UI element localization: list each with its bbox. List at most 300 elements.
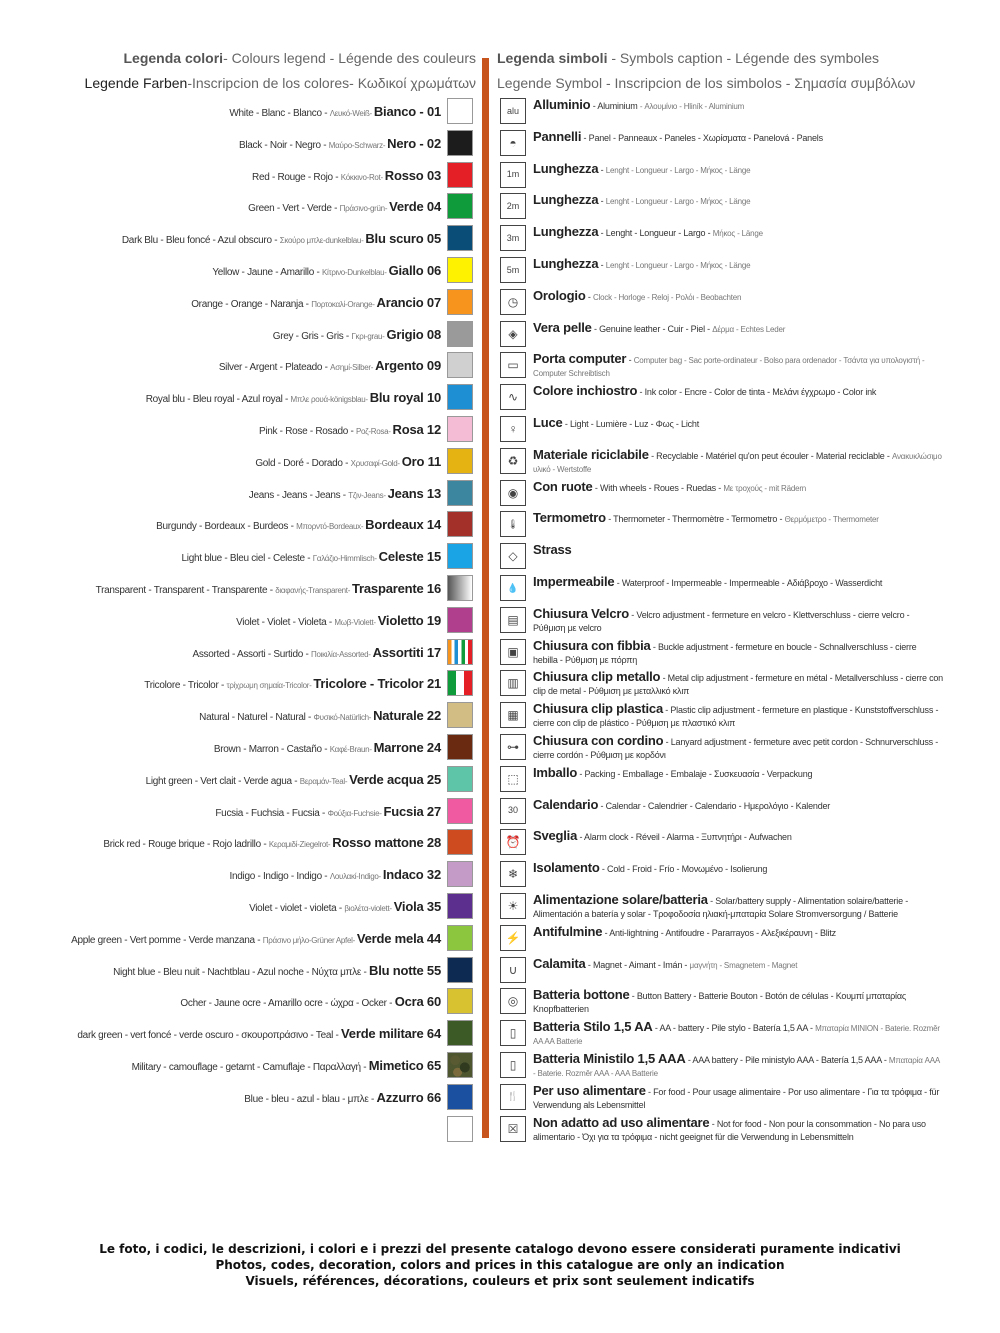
symbol-translations: - Thermometer - Thermomètre - Termometro - — [605, 514, 785, 525]
symbol-title: Luce — [533, 415, 563, 430]
clock-icon: ◷ — [500, 289, 526, 315]
colour-row — [20, 925, 475, 957]
colour-translations: Gold - Doré - Dorado - — [255, 457, 351, 469]
symbol-caption — [533, 861, 943, 876]
colour-label — [103, 829, 441, 857]
symbol-row — [500, 829, 980, 861]
colour-swatch — [447, 511, 473, 537]
symbol-translations: - Alarm clock - Réveil - Alarma - Ξυπνητήρι - Aufwachen — [577, 832, 792, 843]
colour-row — [20, 1052, 475, 1084]
symbol-title: Calendario — [533, 796, 599, 812]
symbol-title: Chiusura clip metallo — [533, 669, 661, 685]
colour-label — [132, 1052, 441, 1080]
colour-translations: Red - Rouge - Rojo - — [252, 171, 341, 183]
recycle-icon: ♻ — [500, 448, 526, 474]
symbol-title: Chiusura con fibbia — [533, 637, 651, 653]
colour-translations-small: διαφανής-Transparent- — [275, 586, 353, 595]
colour-label — [239, 130, 441, 158]
colour-row — [20, 384, 475, 416]
aaa-battery-icon: ▯ — [500, 1052, 526, 1078]
symbol-title: Colore inchiostro — [533, 383, 638, 399]
colour-row — [20, 352, 475, 384]
plastic-clip-icon: ▦ — [500, 702, 526, 728]
symbol-caption — [533, 384, 943, 399]
colour-row — [20, 607, 475, 639]
colour-translations-small: Φυσικό-Natürlich- — [313, 713, 374, 723]
symbol-title: Calamita — [533, 955, 586, 971]
colour-translations: Yellow - Jaune - Amarillo - — [212, 267, 322, 278]
symbol-translations: - Packing - Emballage - Embalaje - Συσκευασία - Verpackung — [577, 768, 813, 779]
colour-translations: White - Blanc - Blanco - — [229, 108, 330, 119]
colour-translations: Light green - Vert clait - Verde agua - — [145, 775, 300, 787]
symbol-title: Antifulmine — [533, 923, 603, 939]
symbol-row — [500, 162, 980, 194]
colour-translations: Natural - Naturel - Natural - — [199, 712, 314, 724]
colour-label — [199, 702, 441, 730]
colour-row — [20, 130, 475, 162]
colour-translations-small: Κίτρινο-Dunkelblau- — [321, 268, 389, 277]
symbol-title: Isolamento — [533, 860, 600, 876]
colour-label — [77, 1020, 441, 1048]
symbol-translations-small: Lenght - Longueur - Largo - Μήκος - Länge — [605, 165, 751, 175]
colour-name-code: Blu notte 55 — [369, 962, 441, 978]
symbols-legend-title-strong: Legenda simboli — [497, 50, 608, 66]
colour-label — [122, 225, 441, 253]
colour-row — [20, 448, 475, 480]
colour-swatch — [447, 193, 473, 219]
colour-swatch — [447, 893, 473, 919]
symbol-row — [500, 861, 980, 893]
symbol-title: Impermeabile — [533, 574, 615, 589]
symbol-translations: - Cold - Froid - Frío - Μονωμένο - Isolierung — [599, 864, 768, 875]
symbol-row — [500, 607, 980, 639]
colour-label — [249, 893, 441, 921]
symbol-translations: - AAA battery - Pile ministylo AAA - Batería 1,5 AAA - — [685, 1055, 889, 1065]
colour-translations-small: Μπλε ρουά-königsblau- — [290, 395, 370, 405]
colour-label — [146, 384, 441, 412]
colour-name-code: Celeste 15 — [378, 549, 441, 565]
symbol-title: Imballo — [533, 764, 578, 780]
symbol-row — [500, 257, 980, 289]
symbol-row — [500, 130, 980, 162]
symbol-translations: - Aluminium — [590, 101, 640, 111]
symbol-title: Chiusura con cordino — [533, 733, 664, 748]
colour-row — [20, 193, 475, 225]
colour-translations: Night blue - Bleu nuit - Nachtblau - Azul noche - Νύχτα μπλε - — [113, 966, 369, 978]
symbol-translations-small: Θερμόμετρο - Thermometer — [784, 515, 879, 525]
colour-label — [180, 988, 441, 1016]
colour-translations-small: Ποικιλία-Assorted- — [310, 649, 373, 659]
symbol-caption — [533, 988, 943, 1016]
symbol-title: Pannelli — [533, 128, 582, 144]
symbol-row — [500, 639, 980, 671]
symbol-title: Batteria bottone — [533, 987, 630, 1003]
colour-row — [20, 1116, 475, 1148]
symbol-title: Batteria Stilo 1,5 AA — [533, 1019, 653, 1035]
colour-row — [20, 639, 475, 671]
symbol-row — [500, 1116, 980, 1148]
symbol-caption — [533, 670, 943, 698]
symbol-row — [500, 1052, 980, 1084]
disclaimer-line-fr: Visuels, références, décorations, couleurs et prix sont seulement indicatifs — [245, 1274, 755, 1288]
colour-swatch — [447, 543, 473, 569]
colour-swatch — [447, 734, 473, 760]
colour-swatch — [447, 925, 473, 951]
colour-label — [244, 1084, 441, 1112]
symbol-translations-small: Μήκος - Länge — [712, 229, 763, 239]
symbol-translations: - Velcro adjustment - fermeture en velcro - Klettverschluss - cierre velcro - Ρύθμιση με velcro — [533, 609, 910, 633]
strass-icon: ◇ — [500, 543, 526, 569]
colour-swatch — [447, 352, 473, 378]
packing-icon: ⬚ — [500, 766, 526, 792]
colour-translations: Brown - Marron - Castaño - — [213, 744, 330, 755]
magnet-icon: ∪ — [500, 957, 526, 983]
symbol-translations: - — [598, 260, 606, 270]
disclaimer-line-en: Photos, codes, decoration, colors and prices in this catalogue are only an indication — [215, 1258, 785, 1272]
symbol-caption — [533, 480, 943, 495]
colour-translations: Royal blu - Bleu royal - Azul royal - — [145, 394, 291, 406]
symbol-translations: - — [598, 164, 606, 175]
symbol-title: Non adatto ad uso alimentare — [533, 1114, 710, 1130]
colour-label — [252, 162, 441, 190]
symbol-translations-small: μαγνήτη - Smagnetem - Magnet — [689, 960, 798, 970]
colour-translations-small: Μαύρο-Schwarz- — [328, 140, 388, 150]
symbol-row — [500, 321, 980, 353]
colour-name-code: Naturale 22 — [373, 708, 441, 724]
colour-name-code: Verde acqua 25 — [349, 771, 441, 787]
buckle-icon: ▣ — [500, 639, 526, 665]
colour-name-code: Arancio 07 — [376, 294, 441, 310]
colour-name-code: Bianco - 01 — [373, 104, 441, 119]
symbol-title: Orologio — [533, 287, 586, 303]
symbol-row — [500, 893, 980, 925]
colour-translations: Violet - violet - violeta - — [249, 903, 345, 914]
symbol-caption — [533, 798, 943, 813]
colour-swatch — [447, 957, 473, 983]
symbol-caption — [533, 162, 943, 177]
length-5m-icon: 5m — [500, 257, 526, 283]
symbol-row — [500, 925, 980, 957]
colour-translations-small: Καφέ-Braun- — [329, 745, 374, 754]
colour-row — [20, 289, 475, 321]
colour-translations-small: Γαλάζιο-Himmlisch- — [312, 554, 379, 564]
symbol-title: Lunghezza — [533, 256, 599, 271]
colour-name-code: Blu royal 10 — [369, 390, 441, 406]
colour-row — [20, 416, 475, 448]
colour-label — [146, 766, 441, 794]
colour-label — [113, 957, 441, 985]
colour-row — [20, 511, 475, 543]
symbol-translations: - Buckle adjustment - fermeture en boucle - Schnallverschluss - cierre hebilla - Ρύθμιση με πόρπη — [533, 641, 917, 665]
colour-label — [144, 670, 441, 698]
colour-name-code: Verde mela 44 — [356, 930, 441, 946]
colour-label — [229, 98, 441, 126]
colour-label — [192, 639, 441, 667]
symbol-caption — [533, 957, 943, 972]
button-battery-icon: ◎ — [500, 988, 526, 1014]
colour-row — [20, 98, 475, 130]
colour-swatch — [447, 861, 473, 887]
colour-name-code: Blu scuro 05 — [365, 231, 441, 247]
colour-translations: Orange - Orange - Naranja - — [191, 298, 312, 310]
colour-translations-small: Χρυσαφί-Gold- — [350, 458, 402, 468]
colour-row — [20, 321, 475, 353]
colour-name-code: Rosso 03 — [384, 167, 441, 183]
colour-name-code: Nero - 02 — [387, 135, 441, 151]
colour-translations-small: βιολέτα-violett- — [344, 904, 394, 913]
aa-battery-icon: ▯ — [500, 1020, 526, 1046]
colour-label — [249, 480, 441, 508]
symbol-title: Con ruote — [533, 478, 593, 494]
colour-label — [215, 798, 441, 826]
length-2m-icon: 2m — [500, 193, 526, 219]
symbol-title: Alluminio — [533, 97, 591, 112]
colour-swatch — [447, 384, 473, 410]
genuine-leather-icon: ◈ — [500, 321, 526, 347]
colour-translations-small: Ροζ-Rosa- — [355, 427, 393, 436]
symbol-caption — [533, 225, 943, 240]
symbol-caption — [533, 257, 943, 272]
colour-name-code: Violetto 19 — [377, 612, 441, 628]
symbol-caption — [533, 1020, 943, 1048]
colour-swatch — [447, 702, 473, 728]
symbol-translations: - Solar/battery supply - Alimentation solaire/batterie - Alimentación a batería y solar - Τροφοδοσία ηλιακή-μπαταρία Solare Stromversorgung / Batterie — [533, 896, 909, 919]
colour-translations-small: Τζιν-Jeans- — [348, 490, 388, 500]
symbol-row — [500, 798, 980, 830]
colour-translations-small: Φούξια-Fuchsie- — [327, 808, 384, 818]
colour-row — [20, 988, 475, 1020]
colour-name-code: Verde militare 64 — [341, 1026, 441, 1042]
symbol-title: Lunghezza — [533, 160, 599, 176]
colour-translations-small: Κεραμιδί-Ziegelrot- — [268, 840, 333, 850]
symbol-caption — [533, 925, 943, 940]
colour-row — [20, 670, 475, 702]
colour-swatch — [447, 766, 473, 792]
colours-legend-subtitle-rest: -Inscripcion de los colores- Κωδικοί χρωμάτων — [187, 75, 476, 91]
column-divider — [482, 58, 489, 1138]
symbol-title: Porta computer — [533, 351, 627, 367]
colour-swatch — [447, 321, 473, 347]
thermometer-icon: 🌡 — [500, 511, 526, 537]
symbol-caption — [533, 98, 943, 113]
colour-label — [248, 193, 441, 221]
colour-row — [20, 957, 475, 989]
symbol-translations: - With wheels - Roues - Ruedas - — [592, 482, 724, 493]
colour-name-code: Jeans 13 — [387, 485, 441, 501]
colour-name-code: Oro 11 — [401, 453, 441, 469]
colour-swatch — [447, 1116, 473, 1142]
colour-row — [20, 734, 475, 766]
colour-label — [191, 289, 441, 317]
colour-label — [255, 448, 441, 476]
solar-battery-icon: ☀ — [500, 893, 526, 919]
symbol-title: Strass — [533, 542, 572, 558]
colour-row — [20, 1084, 475, 1116]
symbol-caption — [533, 734, 943, 762]
colour-translations-small: Κόκκινο-Rot- — [340, 172, 385, 182]
symbol-caption — [533, 1116, 943, 1144]
metal-clip-icon: ▥ — [500, 670, 526, 696]
colour-translations-small: Μπορντό-Bordeaux- — [296, 522, 366, 532]
colour-row — [20, 480, 475, 512]
symbol-row — [500, 225, 980, 257]
symbol-translations: - Magnet - Aimant - Imán - — [585, 959, 690, 970]
colour-label — [259, 416, 441, 444]
symbol-row — [500, 988, 980, 1020]
symbol-caption — [533, 448, 943, 476]
colour-swatch — [447, 130, 473, 156]
colour-swatch — [447, 480, 473, 506]
colour-translations: Transparent - Transparent - Transparente - — [95, 585, 276, 596]
alarm-clock-icon: ⏰ — [500, 829, 526, 855]
colour-translations-small: Πορτοκαλί-Orange- — [311, 299, 377, 309]
colour-translations-small: Πράσινο-grün- — [339, 204, 390, 214]
symbol-row — [500, 543, 980, 575]
colour-swatch — [447, 575, 473, 601]
symbol-row — [500, 480, 980, 512]
symbol-row — [500, 575, 980, 607]
symbol-translations: - Light - Lumière - Luz - Φως - Licht — [562, 419, 700, 429]
symbol-translations: - Metal clip adjustment - fermeture en métal - Metallverschluss - cierre con clip de metal - Ρύθμιση με μεταλλικό κλιπ — [533, 673, 943, 697]
colour-name-code: Grigio 08 — [386, 326, 441, 342]
symbol-row — [500, 766, 980, 798]
colour-name-code: Marrone 24 — [373, 740, 441, 755]
colours-legend-title-strong: Legenda colori — [123, 50, 224, 66]
symbol-caption — [533, 193, 943, 208]
colour-translations: Fucsia - Fuchsia - Fucsia - — [215, 807, 328, 819]
disclaimer-line-it: Le foto, i codici, le descrizioni, i colori e i prezzi del presente catalogo devono essere considerati puramente indicativi — [99, 1242, 901, 1256]
symbol-translations: - Ink color - Encre - Color de tinta - Μελάνι έγχρωμο - Color ink — [637, 387, 877, 398]
colour-swatch — [447, 798, 473, 824]
symbol-title: Batteria Ministilo 1,5 AAA — [533, 1051, 686, 1066]
colour-name-code: Mimetico 65 — [368, 1058, 441, 1073]
symbol-row — [500, 416, 980, 448]
symbol-row — [500, 193, 980, 225]
colour-swatch — [447, 257, 473, 283]
colour-swatch — [447, 670, 473, 696]
symbol-caption — [533, 1084, 943, 1112]
symbol-title: Per uso alimentare — [533, 1082, 646, 1098]
colour-translations: Tricolore - Tricolor - — [144, 680, 227, 692]
colour-name-code: Verde 04 — [389, 199, 441, 215]
symbol-translations: - Anti-lightning - Antifoudre - Pararrayos - Αλεξικέραυνη - Blitz — [602, 927, 836, 938]
colour-row — [20, 893, 475, 925]
symbol-caption — [533, 829, 943, 844]
symbol-translations-small: Μπαταρία AAA - Baterie. Rozměr AAA - AAA Batterie — [533, 1056, 940, 1078]
symbol-row — [500, 98, 980, 130]
colour-name-code: Rosso mattone 28 — [332, 835, 441, 851]
length-1m-icon: 1m — [500, 162, 526, 188]
colour-label — [71, 925, 441, 953]
colour-label — [182, 543, 441, 571]
symbols-legend-subtitle-rest: - Inscripcion de los simbolos - Σημασία συμβόλων — [602, 75, 916, 91]
colour-name-code: Assortiti 17 — [372, 644, 441, 660]
symbol-title: Lunghezza — [533, 192, 599, 208]
colour-translations-small: Μωβ-Violett- — [334, 617, 378, 627]
symbol-translations-small: - Αλουμίνιο - Hliník - Aluminium — [639, 102, 745, 111]
symbol-title: Chiusura clip plastica — [533, 701, 663, 717]
symbol-translations: - Lenght - Longueur - Largo - — [598, 228, 713, 239]
symbol-row — [500, 289, 980, 321]
panels-icon: ◓ — [500, 130, 526, 156]
colour-swatch — [447, 639, 473, 665]
colour-label — [214, 734, 441, 762]
waterproof-icon: 💧 — [500, 575, 526, 601]
symbol-title: Termometro — [533, 510, 606, 526]
colour-swatch — [447, 162, 473, 188]
symbol-caption — [533, 543, 943, 558]
symbol-caption — [533, 766, 943, 781]
insulation-icon: ❄ — [500, 861, 526, 887]
symbol-caption — [533, 352, 943, 380]
symbol-translations: - Recyclable - Matériel qu'on peut écouler - Material reciclable - — [648, 450, 892, 461]
symbol-translations: - Button Battery - Batterie Bouton - Botón de células - Κουμπί μπαταρίας Knopfbatterien — [533, 991, 906, 1015]
colour-name-code: Argento 09 — [375, 358, 441, 374]
ink-color-icon: ∿ — [500, 384, 526, 410]
symbol-translations-small: Computer bag - Sac porte-ordinateur - Bolso para ordenador - Τσάντα για υπολογιστή - Computer Schreibtisch — [533, 356, 925, 379]
light-bulb-icon: ♀ — [500, 416, 526, 442]
colours-legend-subtitle-strong: Legende Farben — [84, 75, 188, 91]
symbol-title: Vera pelle — [533, 319, 592, 335]
colour-label — [96, 575, 441, 603]
colour-row — [20, 766, 475, 798]
symbol-translations: - Waterproof - Impermeable - Impermeable - Αδιάβροχο - Wasserdicht — [614, 578, 883, 588]
colour-translations: Violet - Violet - Violeta - — [236, 616, 335, 628]
colour-name-code: Azzurro 66 — [376, 1089, 441, 1105]
colour-row — [20, 575, 475, 607]
colour-swatch — [447, 607, 473, 633]
colours-legend-title-line1 — [123, 50, 476, 66]
colour-translations: Jeans - Jeans - Jeans - — [248, 489, 349, 501]
symbol-caption — [533, 639, 943, 667]
symbol-translations: - AA - battery - Pile stylo - Batería 1,5 AA - — [652, 1023, 816, 1034]
colour-name-code: Rosa 12 — [392, 422, 441, 437]
symbol-translations: - — [585, 291, 593, 302]
colour-translations: Indigo - Indigo - Indigo - — [229, 871, 330, 883]
symbol-row — [500, 734, 980, 766]
symbol-row — [500, 511, 980, 543]
colour-swatch — [447, 448, 473, 474]
colour-swatch — [447, 988, 473, 1014]
symbol-caption — [533, 1052, 943, 1080]
colour-label — [219, 352, 441, 380]
symbol-caption — [533, 607, 943, 635]
colour-label — [156, 511, 441, 539]
colour-translations-small: Βεραμάν-Teal- — [299, 776, 350, 786]
symbol-caption — [533, 416, 943, 431]
symbol-translations-small: Ανακυκλώσιμο υλικό - Wertstoffe — [533, 451, 942, 474]
colours-legend-title-rest: - Colours legend - Légende des couleurs — [223, 50, 476, 66]
colours-legend-title-line2 — [85, 75, 476, 91]
colour-translations: Ocher - Jaune ocre - Amarillo ocre - ώχρα - Ocker - — [180, 998, 395, 1010]
symbols-legend-title-line2 — [497, 75, 915, 91]
colour-translations: Pink - Rose - Rosado - — [258, 426, 356, 437]
colour-label — [273, 321, 441, 349]
colour-label — [230, 861, 441, 889]
symbol-translations: - Genuine leather - Cuir - Piel - — [591, 323, 713, 334]
velcro-icon: ▤ — [500, 607, 526, 633]
symbol-translations-small: Μπαταρία MINION - Baterie. Rozměr AA AA Batterie — [533, 1024, 940, 1047]
colour-name-code: Bordeaux 14 — [365, 517, 441, 533]
aluminium-icon: alu — [500, 98, 526, 124]
colour-name-code: Tricolore - Tricolor 21 — [313, 676, 441, 692]
colour-row — [20, 798, 475, 830]
symbol-row — [500, 670, 980, 702]
colour-name-code: Ocra 60 — [394, 994, 441, 1010]
symbol-caption — [533, 289, 943, 304]
symbol-translations: - Plastic clip adjustment - fermeture en plastique - Kunststoffverschluss - cierre con clip de plástico - Ρύθμιση με πλαστικό κλιπ — [533, 705, 939, 729]
symbol-translations: - Lanyard adjustment - fermeture avec petit cordon - Schnurverschluss - cierre cordón - Ρύθμιση με κορδόνι — [533, 737, 939, 760]
